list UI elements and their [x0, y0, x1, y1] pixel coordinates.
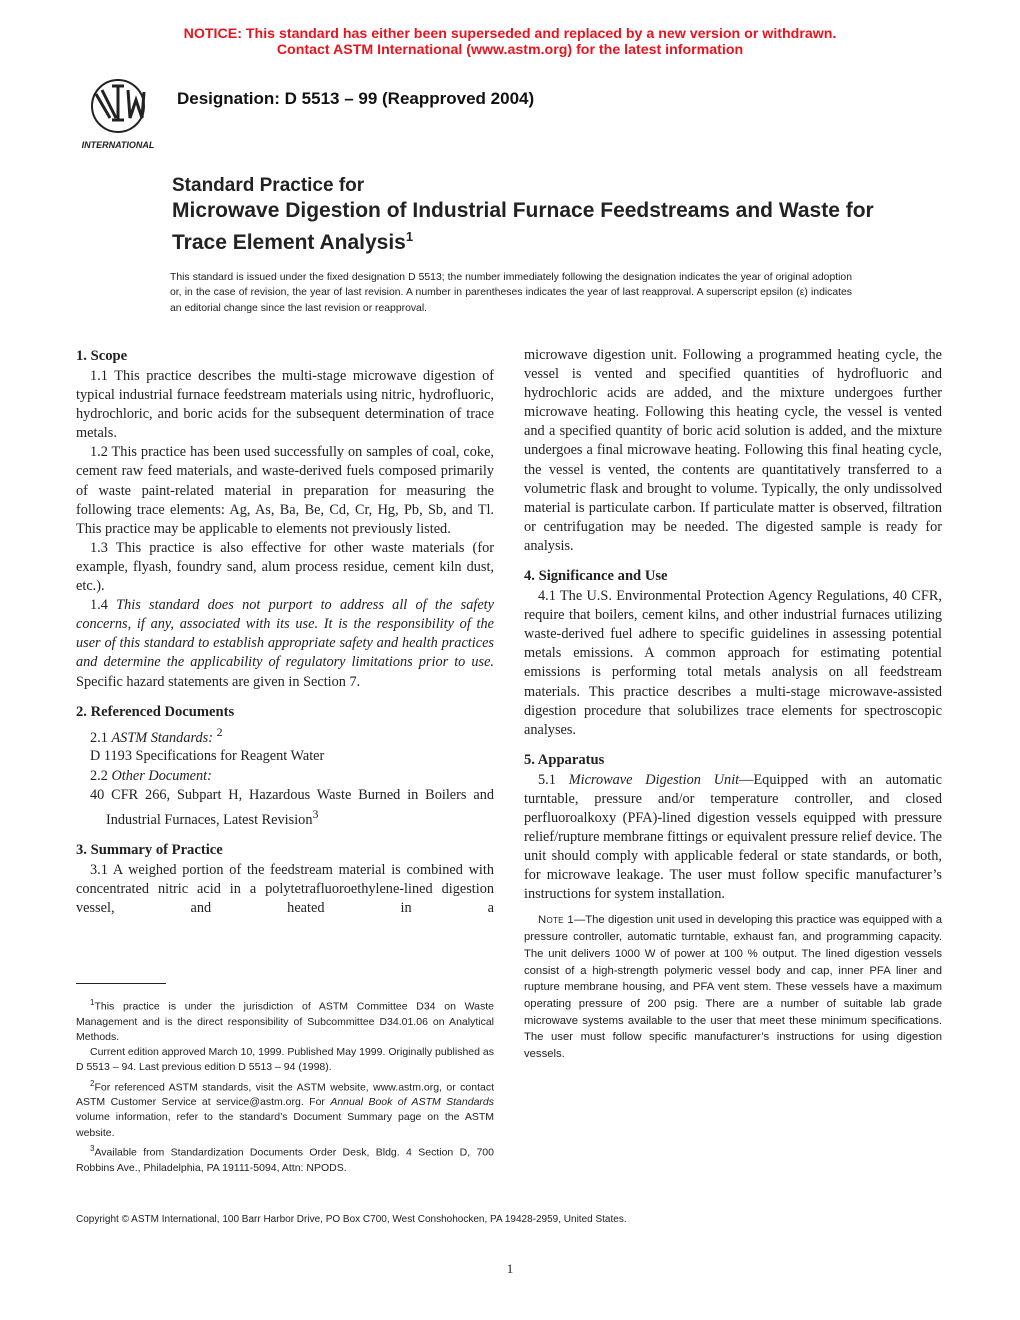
scope-1-4	[76, 596, 494, 691]
title-main	[172, 198, 892, 256]
ref-2-1	[76, 723, 494, 748]
footnote-2-mark: 2	[90, 1078, 95, 1088]
footnote-3	[76, 1141, 494, 1176]
summary-heading: 3. Summary of Practice	[76, 841, 223, 858]
scope-1-4-rest: Specific hazard statements are given in Section 7.	[76, 673, 361, 690]
right-column	[524, 346, 942, 1063]
title-footnote-mark: 1	[405, 229, 414, 244]
copyright: Copyright © ASTM International, 100 Barr Harbor Drive, PO Box C700, West Conshohocken, PA 19428-2959, United States.	[76, 1214, 627, 1225]
ref-2-2	[76, 767, 494, 786]
footnote-1-mark: 1	[90, 998, 95, 1007]
scope-1-4-num: 1.4	[90, 597, 108, 614]
footnote-3-text: Available from Standardization Documents Order Desk, Bldg. 4 Section D, 700 Robbins Ave., Philadelphia, PA 19111-5094, Attn: NPODS.	[76, 1146, 494, 1174]
left-column	[76, 346, 494, 918]
footnote-2-text-b: volume information, refer to the standard’s Document Summary page on the ASTM website.	[76, 1111, 494, 1139]
scope-1-3: 1.3 This practice is also effective for other waste materials (for example, flyash, foundry sand, alum process residue, cement kiln dust, etc.).	[76, 539, 494, 595]
scope-1-1: 1.1 This practice describes the multi-stage microwave digestion of typical industrial furnace feedstream materials using nitric, hydrofluoric, hydrochloric, and boric acids for the subsequent determination of trace metals.	[76, 368, 494, 442]
significance-4-1: 4.1 The U.S. Environmental Protection Agency Regulations, 40 CFR, require that boilers, cement kilns, and other industrial furnaces utilizing waste-derived fuel adhere to specific guidelines in assessing potential metals emissions. A common approach for estimating potential emissions is performing total metals analysis on all feedstream materials. This practice describes a multi-stage microwave-assisted digestion procedure that solubilizes trace elements for spectroscopic analyses.	[524, 588, 942, 738]
ref-2-1-sup: 2	[216, 724, 223, 739]
title-main-text: Microwave Digestion of Industrial Furnace Feedstreams and Waste for Trace Element Analysis	[172, 199, 874, 254]
significance-heading: 4. Significance and Use	[524, 568, 668, 585]
footnote-3-mark: 3	[90, 1143, 95, 1153]
footnote-1-text: This practice is under the jurisdiction of ASTM Committee D34 on Waste Management and is the direct responsibility of Subcommittee D34.01.06 on Analytical Methods.	[76, 1000, 494, 1043]
footnote-2-italic: Annual Book of ASTM Standards	[330, 1096, 495, 1109]
page-number: 1	[506, 1261, 514, 1276]
notice-line-1: NOTICE: This standard has either been superseded and replaced by a new version or withdrawn.	[183, 26, 837, 42]
ref-2-1-num: 2.1	[90, 729, 108, 746]
ref-d1193: D 1193 Specifications for Reagent Water	[90, 748, 325, 765]
ref-40cfr-sup: 3	[312, 806, 319, 821]
withdrawal-notice	[0, 26, 1020, 58]
note-1-text: —The digestion unit used in developing this practice was equipped with a pressure controller, automatic turntable, exhaust fan, and programming capacity. The unit delivers 1000 W of power at 100 % output. The lined digestion vessels consist of a high-strength polymeric vessel body and cap, inner PFA liner and rupture membrane housing, and PFA vent stem. These vessels have a maximum operating pressure of 200 psig. There are a number of suitable lab grade microwave systems available to the user that meet these minimum specifications. The user must follow specific manufacturer’s instructions for using digestion vessels.	[524, 914, 943, 1061]
summary-3-1-continued: microwave digestion unit. Following a programmed heating cycle, the vessel is vented and specified quantities of hydrofluoric and hydrochloric acids are added, and the mixture undergoes further microwave heating. Following this heating cycle, the vessel is vented and a specified quantity of boric acid solution is added, and the mixture undergoes a final microwave heating. Following this final heating cycle, the vessel is vented, the contents are quantitatively transferred to a volumetric flask and brought to volume. Typically, the only undissolved material is particulate carbon. If particulate matter is observed, filtration or centrifugation may be needed. The digested sample is ready for analysis.	[524, 347, 942, 554]
title-block	[172, 174, 892, 256]
footnote-rule	[76, 983, 166, 984]
ref-2-1-italic: ASTM Standards:	[111, 729, 213, 746]
logo-wordmark: INTERNATIONAL	[81, 140, 155, 150]
ref-40cfr-text: 40 CFR 266, Subpart H, Hazardous Waste Burned in Boilers and Industrial Furnaces, Latest Revision	[90, 786, 494, 828]
ref-40cfr	[76, 786, 494, 830]
note-1-label: Note 1	[538, 914, 574, 927]
scope-heading: 1. Scope	[76, 348, 128, 364]
apparatus-5-1-italic: Microwave Digestion Unit	[568, 771, 740, 788]
note-1	[524, 912, 942, 1062]
footnotes	[76, 995, 494, 1176]
footnote-2	[76, 1076, 494, 1141]
issued-statement: This standard is issued under the fixed designation D 5513; the number immediately following the designation indicates the year of original adoption or, in the case of revision, the year of last revision. A number in parentheses indicates the year of last reapproval. A superscript epsilon (ε) indicates an editorial change since the last revision or reapproval.	[170, 272, 852, 314]
referenced-heading: 2. Referenced Documents	[76, 703, 235, 720]
footnote-1	[76, 995, 494, 1045]
designation: Designation: D 5513 – 99 (Reapproved 2004)	[177, 89, 535, 108]
scope-1-4-italic: This standard does not purport to address all of the safety concerns, if any, associated with its use. It is the responsibility of the user of this standard to establish appropriate safety and health practices and determine the applicability of regulatory limitations prior to use.	[76, 597, 494, 671]
ref-2-2-italic: Other Document:	[111, 767, 212, 784]
summary-3-1-start: 3.1 A weighed portion of the feedstream material is combined with concentrated nitric acid in a polytetrafluoroethylene-lined digestion vessel, and heated in a	[76, 861, 494, 916]
astm-logo	[72, 76, 164, 152]
astm-logo-mark	[72, 76, 164, 152]
notice-line-2: Contact ASTM International (www.astm.org) for the latest information	[276, 42, 744, 58]
footnote-2-text-a: For referenced ASTM standards, visit the ASTM website, www.astm.org, or contact ASTM Customer Service at service@astm.org. For	[76, 1081, 494, 1109]
footnote-1b: Current edition approved March 10, 1999. Published May 1999. Originally published as D 5513 – 94. Last previous edition D 5513 – 94 (1998).	[76, 1046, 494, 1074]
apparatus-5-1	[524, 771, 942, 905]
apparatus-5-1-num: 5.1	[538, 771, 556, 788]
ref-2-2-num: 2.2	[90, 767, 108, 784]
apparatus-5-1-rest: —Equipped with an automatic turntable, pressure and/or temperature controller, and closed perfluoroalkoxy (PFA)-lined digestion vessels equipped with pressure relief/rupture membrane fittings or equivalent pressure relief device. The unit should comply with applicable federal or state standards, or both, for microwave leakage. The user must follow specific manufacturer’s instructions for system installation.	[524, 771, 942, 903]
title-pre: Standard Practice for	[172, 175, 365, 196]
apparatus-heading: 5. Apparatus	[524, 751, 605, 768]
scope-1-2: 1.2 This practice has been used successfully on samples of coal, coke, cement raw feed materials, and waste-derived fuels composed primarily of waste paint-related material in preparation for measuring the following trace elements: Ag, As, Ba, Be, Cd, Cr, Hg, Pb, Sb, and Tl. This practice may be applicable to elements not previously listed.	[76, 444, 494, 537]
